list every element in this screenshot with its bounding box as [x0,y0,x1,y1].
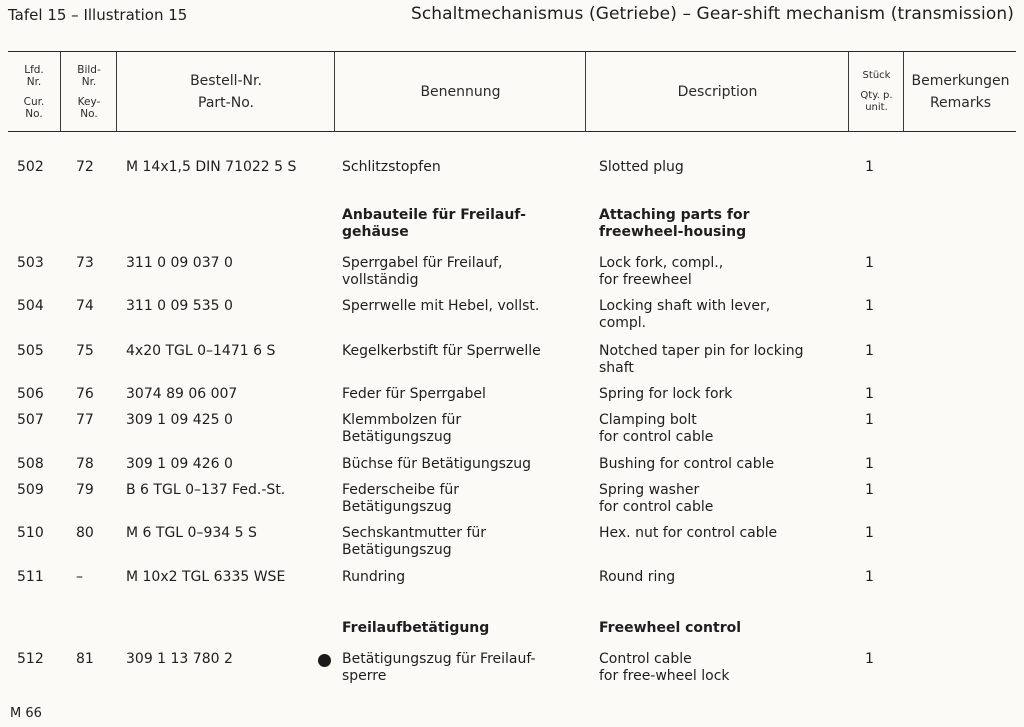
plate-label: Tafel 15 – Illustration 15 [8,6,188,24]
part-no: B 6 TGL 0–137 Fed.-St. [126,482,286,498]
section-description: Attaching parts for freewheel-housing [599,207,750,240]
key-no: 79 [76,482,94,498]
benennung: Kegelkerbstift für Sperrwelle [342,343,541,359]
key-no: 74 [76,298,94,314]
cur-no: 503 [17,255,44,271]
benennung: Betätigungszug für Freilauf- sperre [342,651,536,684]
col-cur-en1: Cur. [23,95,45,108]
col-cur-en2: No. [25,107,43,120]
key-no: 78 [76,456,94,472]
description: Spring for lock fork [599,386,733,402]
qty: 1 [865,255,874,271]
description: Notched taper pin for locking shaft [599,343,804,376]
table-header [8,51,1016,132]
benennung: Feder für Sperrgabel [342,386,486,402]
benennung: Rundring [342,569,406,585]
cur-no: 507 [17,412,44,428]
part-no: M 6 TGL 0–934 5 S [126,525,257,541]
page-title: Schaltmechanismus (Getriebe) – Gear-shift mechanism (transmission) [410,4,1014,24]
qty: 1 [865,456,874,472]
cur-no: 506 [17,386,44,402]
qty: 1 [865,343,874,359]
col-qty [848,52,904,131]
section-benennung: Freilaufbetätigung [342,620,490,636]
benennung: Federscheibe für Betätigungszug [342,482,460,515]
part-no: 309 1 09 426 0 [126,456,233,472]
key-no: 72 [76,159,94,175]
col-cur-de2: Nr. [26,75,42,88]
description: Round ring [599,569,676,585]
col-remarks-en: Remarks [929,94,992,111]
col-part-no [116,52,335,131]
cur-no: 511 [17,569,44,585]
section-description: Freewheel control [599,620,742,636]
part-no: M 14x1,5 DIN 71022 5 S [126,159,297,175]
page-header [0,0,1024,34]
col-key-de2: Nr. [81,75,97,88]
benennung: Sperrwelle mit Hebel, vollst. [342,298,540,314]
qty: 1 [865,482,874,498]
qty: 1 [865,298,874,314]
part-no: 309 1 13 780 2 [126,651,233,667]
col-cur-no [8,52,60,131]
description: Control cable for free-wheel lock [599,651,730,684]
col-key-en1: Key- [77,95,101,108]
benennung: Schlitzstopfen [342,159,441,175]
col-key-no [60,52,117,131]
col-key-en2: No. [80,107,98,120]
benennung: Sechskantmutter für Betätigungszug [342,525,487,558]
key-no: 76 [76,386,94,402]
col-benennung [334,52,586,131]
description: Slotted plug [599,159,684,175]
col-remarks-de: Bemerkungen [911,72,1010,89]
col-description-label: Description [677,83,758,100]
part-no: 311 0 09 037 0 [126,255,233,271]
key-no: 81 [76,651,94,667]
section-benennung: Anbauteile für Freilauf- gehäuse [342,207,526,240]
col-qty-de: Stück [862,69,891,81]
col-qty-en1: Qty. p. [860,89,893,101]
col-part-en: Part-No. [198,94,254,111]
cur-no: 502 [17,159,44,175]
description: Bushing for control cable [599,456,775,472]
qty: 1 [865,525,874,541]
qty: 1 [865,412,874,428]
key-no: 80 [76,525,94,541]
cur-no: 510 [17,525,44,541]
col-key-de1: Bild- [77,63,101,76]
cur-no: 509 [17,482,44,498]
qty: 1 [865,651,874,667]
key-no: – [76,569,83,585]
description: Clamping bolt for control cable [599,412,714,445]
qty: 1 [865,386,874,402]
key-no: 75 [76,343,94,359]
description: Locking shaft with lever, compl. [599,298,771,331]
key-no: 73 [76,255,94,271]
cur-no: 508 [17,456,44,472]
part-no: M 10x2 TGL 6335 WSE [126,569,286,585]
bullet-icon [318,654,331,667]
description: Lock fork, compl., for freewheel [599,255,724,288]
qty: 1 [865,569,874,585]
part-no: 4x20 TGL 0–1471 6 S [126,343,276,359]
col-qty-en2: unit. [865,101,888,113]
benennung: Büchse für Betätigungszug [342,456,531,472]
cur-no: 504 [17,298,44,314]
part-no: 3074 89 06 007 [126,386,238,402]
part-no: 311 0 09 535 0 [126,298,233,314]
col-description [585,52,849,131]
benennung: Sperrgabel für Freilauf, vollständig [342,255,503,288]
description: Spring washer for control cable [599,482,714,515]
col-part-de: Bestell-Nr. [190,72,262,89]
page-number: M 66 [10,706,42,721]
qty: 1 [865,159,874,175]
col-cur-de1: Lfd. [24,63,44,76]
benennung: Klemmbolzen für Betätigungszug [342,412,462,445]
description: Hex. nut for control cable [599,525,778,541]
part-no: 309 1 09 425 0 [126,412,233,428]
cur-no: 512 [17,651,44,667]
col-remarks [903,52,1017,131]
cur-no: 505 [17,343,44,359]
key-no: 77 [76,412,94,428]
col-benennung-label: Benennung [420,83,501,100]
